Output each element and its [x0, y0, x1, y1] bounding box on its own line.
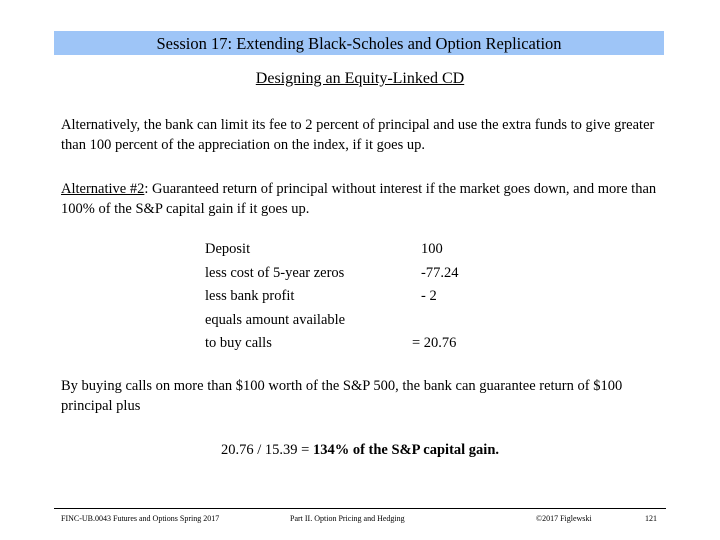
calc-value-blank — [412, 309, 458, 333]
footer-copyright: ©2017 Figlewski — [536, 514, 592, 523]
calc-label-zeros: less cost of 5-year zeros — [205, 264, 345, 281]
calc-label-equals: equals amount available — [205, 311, 346, 328]
calc-value-zeros: -77.24 — [421, 264, 459, 281]
footer-divider — [54, 508, 666, 509]
slide-subtitle: Designing an Equity-Linked CD — [255, 70, 465, 87]
result-formula: 20.76 / 15.39 = — [220, 442, 313, 458]
calc-value-profit: - 2 — [421, 288, 437, 304]
alternative-label: Alternative #2 — [61, 181, 145, 197]
paragraph-alternative-intro: Alternatively, the bank can limit its fee to 2 percent of principal and use the extra funds to give greater than 100 percent of the appreciation on the index, if it goes up. — [61, 117, 655, 153]
calc-label-profit: less bank profit — [205, 288, 295, 304]
paragraph-alternative-2 — [61, 179, 661, 219]
slide-title: Session 17: Extending Black-Scholes and Option Replication — [156, 34, 562, 53]
calculation-labels — [205, 238, 345, 356]
paragraph-buying-calls: By buying calls on more than $100 worth of the S&P 500, the bank can guarantee return of $100 principal plus — [61, 378, 623, 414]
footer-course: FINC-UB.0043 Futures and Options Spring 2017 — [61, 514, 220, 523]
calc-label-calls: to buy calls — [205, 335, 272, 351]
calculation-values — [412, 238, 458, 356]
result-conclusion: 134% of the S&P capital gain. — [312, 442, 500, 458]
footer-part: Part II. Option Pricing and Hedging — [290, 514, 405, 523]
slide-title-bar — [54, 31, 664, 55]
calc-value-calls: = 20.76 — [412, 335, 457, 351]
calc-label-deposit: Deposit — [205, 241, 251, 257]
calc-value-deposit: 100 — [421, 241, 443, 257]
result-line — [0, 442, 720, 459]
alternative-text: : Guaranteed return of principal without interest if the market goes down, and more than 100% of the S&P capital gain if it goes up. — [61, 181, 657, 217]
footer-page-number: 121 — [645, 514, 657, 523]
